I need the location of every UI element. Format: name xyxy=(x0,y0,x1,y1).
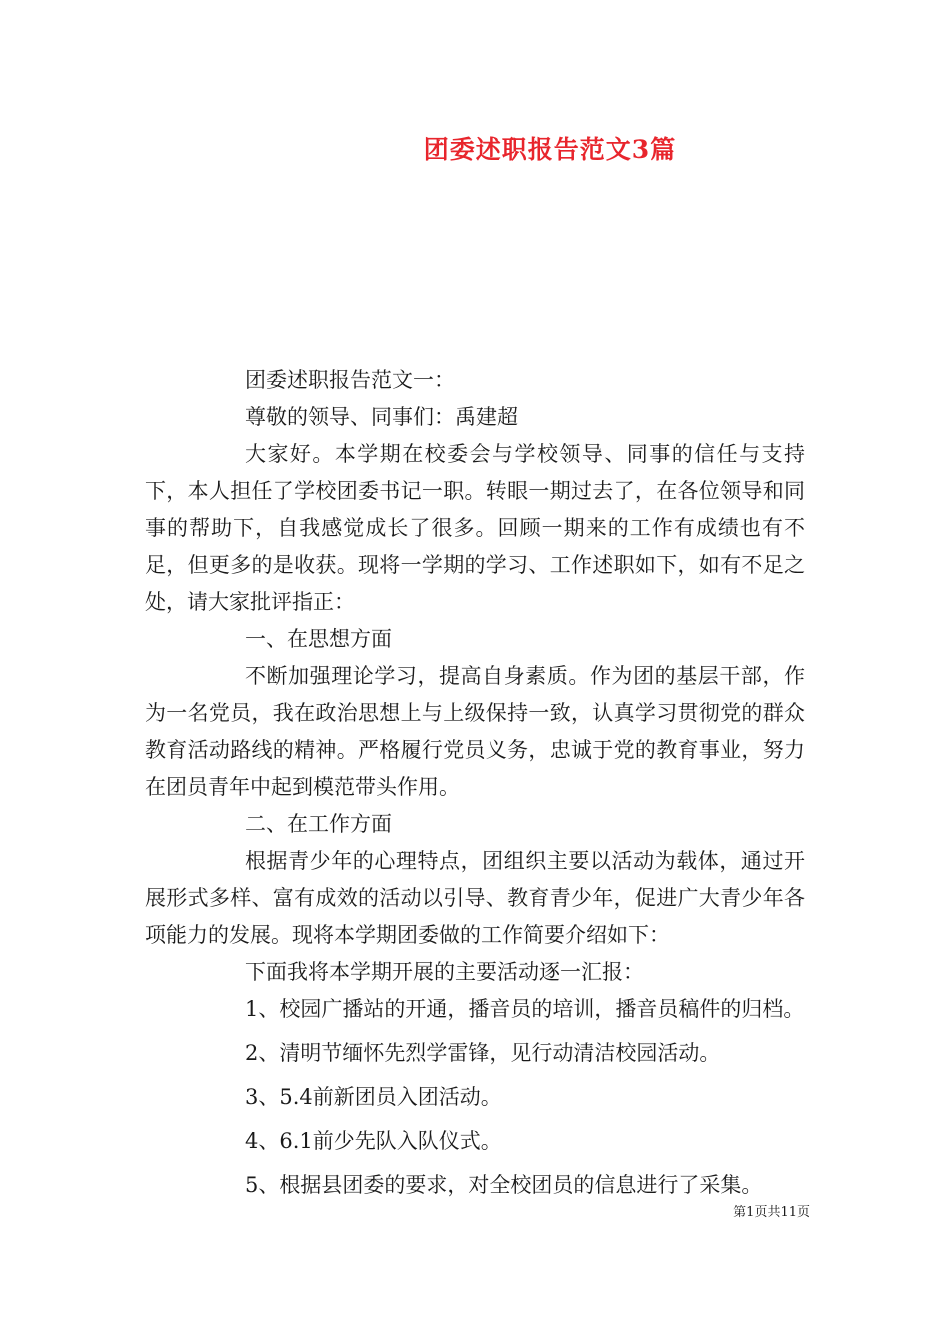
paragraph: 不断加强理论学习，提高自身素质。作为团的基层干部，作为一名党员，我在政治思想上与上级保持一致，认真学习贯彻党的群众教育活动路线的精神。严格履行党员义务，忠诚于党的教育事业，努力在团员青年中起到模范带头作用。 xyxy=(145,664,805,799)
page-footer: 第1页共11页 xyxy=(733,1205,810,1220)
paragraph: 尊敬的领导、同事们：禹建超 xyxy=(245,405,518,429)
list-item: 4、6.1前少先队入队仪式。 xyxy=(245,1129,502,1153)
paragraph: 大家好。本学期在校委会与学校领导、同事的信任与支持下，本人担任了学校团委书记一职。转眼一期过去了，在各位领导和同事的帮助下，自我感觉成长了很多。回顾一期来的工作有成绩也有不足，但更多的是收获。现将一学期的学习、工作述职如下，如有不足之处，请大家批评指正： xyxy=(145,442,805,614)
list-item: 1、校园广播站的开通，播音员的培训，播音员稿件的归档。 xyxy=(245,997,805,1021)
section-heading: 二、在工作方面 xyxy=(245,812,392,836)
document-body xyxy=(145,362,805,1204)
section-heading: 一、在思想方面 xyxy=(245,627,392,651)
paragraph: 团委述职报告范文一： xyxy=(245,368,455,392)
paragraph: 下面我将本学期开展的主要活动逐一汇报： xyxy=(245,960,644,984)
paragraph: 根据青少年的心理特点，团组织主要以活动为载体，通过开展形式多样、富有成效的活动以引导、教育青少年，促进广大青少年各项能力的发展。现将本学期团委做的工作简要介绍如下： xyxy=(145,849,805,947)
list-item: 2、清明节缅怀先烈学雷锋，见行动清洁校园活动。 xyxy=(245,1041,721,1065)
list-item: 5、根据县团委的要求，对全校团员的信息进行了采集。 xyxy=(245,1173,763,1197)
document-title: 团委述职报告范文3篇 xyxy=(423,135,677,164)
list-item: 3、5.4前新团员入团活动。 xyxy=(245,1085,502,1109)
